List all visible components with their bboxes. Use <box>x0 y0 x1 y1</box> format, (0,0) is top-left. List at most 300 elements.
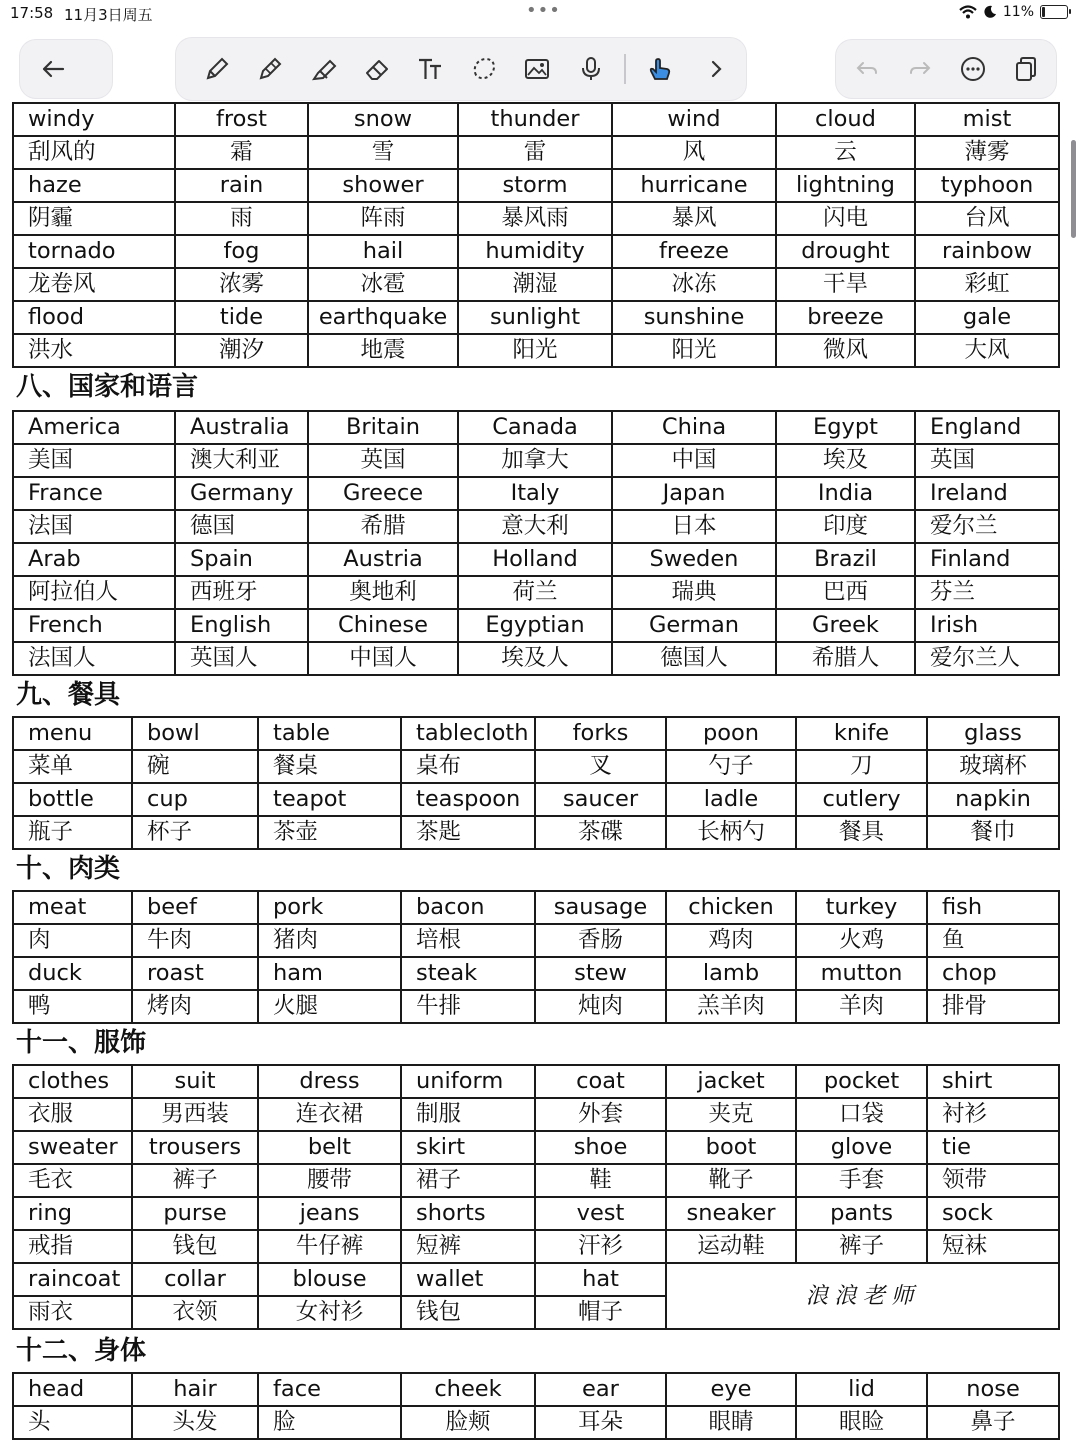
english-word-cell: windy <box>13 103 175 136</box>
english-word-cell: wind <box>612 103 776 136</box>
english-word-cell: English <box>175 609 308 642</box>
battery-icon <box>1040 5 1068 19</box>
english-word-cell: Brazil <box>776 543 915 576</box>
chinese-word-cell: 日本 <box>612 510 776 543</box>
english-word-cell: Austria <box>308 543 458 576</box>
chinese-word-cell: 衣服 <box>13 1098 132 1131</box>
english-word-cell: stew <box>535 957 666 990</box>
wifi-icon <box>959 5 977 19</box>
pencil-icon <box>203 55 231 83</box>
english-word-cell: meat <box>13 891 132 924</box>
chinese-word-cell: 汗衫 <box>535 1230 666 1263</box>
chinese-word-cell: 制服 <box>401 1098 535 1131</box>
moon-icon <box>983 5 997 19</box>
chinese-word-cell: 裤子 <box>796 1230 927 1263</box>
chinese-word-cell: 洪水 <box>13 334 175 367</box>
lasso-icon <box>470 55 498 83</box>
eraser-tool-button[interactable] <box>360 52 394 86</box>
chinese-word-cell: 埃及人 <box>458 642 612 675</box>
chinese-word-cell: 肉 <box>13 924 132 957</box>
chinese-word-cell: 牛仔裤 <box>258 1230 401 1263</box>
chinese-word-cell: 雪 <box>308 136 458 169</box>
chinese-word-cell: 澳大利亚 <box>175 444 308 477</box>
eraser-icon <box>363 55 391 83</box>
english-word-cell: sock <box>927 1197 1059 1230</box>
chinese-word-cell: 叉 <box>535 750 666 783</box>
chinese-word-cell: 浓雾 <box>175 268 308 301</box>
chinese-word-cell: 中国 <box>612 444 776 477</box>
chinese-word-cell: 眼睑 <box>796 1406 927 1439</box>
chinese-word-cell: 干旱 <box>776 268 915 301</box>
chinese-word-cell: 刮风的 <box>13 136 175 169</box>
chinese-word-cell: 外套 <box>535 1098 666 1131</box>
more-tools-button[interactable] <box>699 52 733 86</box>
status-date: 11月3日周五 <box>64 6 153 24</box>
chinese-word-cell: 鸡肉 <box>666 924 796 957</box>
chinese-word-cell: 玻璃杯 <box>927 750 1059 783</box>
english-word-cell: snow <box>308 103 458 136</box>
english-word-cell: coat <box>535 1065 666 1098</box>
english-word-cell: trousers <box>132 1131 258 1164</box>
chinese-word-cell: 茶壶 <box>258 816 401 849</box>
meat-vocab-table <box>12 890 1060 1024</box>
multitasking-dots-icon[interactable]: ••• <box>526 0 561 21</box>
back-arrow-icon <box>39 55 67 83</box>
undo-button[interactable] <box>850 52 884 86</box>
chinese-word-cell: 美国 <box>13 444 175 477</box>
english-word-cell: cheek <box>401 1373 535 1406</box>
english-word-cell: hail <box>308 235 458 268</box>
chinese-word-cell: 火鸡 <box>796 924 927 957</box>
english-word-cell: drought <box>776 235 915 268</box>
chinese-row <box>13 990 1059 1023</box>
english-word-cell: jeans <box>258 1197 401 1230</box>
english-word-cell: turkey <box>796 891 927 924</box>
toolbar-separator <box>624 54 626 84</box>
chinese-word-cell: 雨衣 <box>13 1296 132 1329</box>
pencil-tool-button[interactable] <box>200 52 234 86</box>
english-word-cell: lightning <box>776 169 915 202</box>
english-word-cell: head <box>13 1373 132 1406</box>
english-word-cell: shorts <box>401 1197 535 1230</box>
english-row <box>13 1263 1059 1296</box>
chinese-row <box>13 268 1059 301</box>
english-word-cell: Ireland <box>915 477 1059 510</box>
english-word-cell: teaspoon <box>401 783 535 816</box>
english-word-cell: skirt <box>401 1131 535 1164</box>
chinese-row <box>13 1098 1059 1131</box>
english-word-cell: fish <box>927 891 1059 924</box>
teacher-signature: 浪浪老师 <box>666 1263 1059 1329</box>
english-word-cell: glass <box>927 717 1059 750</box>
chinese-row <box>13 1164 1059 1197</box>
chinese-word-cell: 男西装 <box>132 1098 258 1131</box>
english-word-cell: German <box>612 609 776 642</box>
chinese-word-cell: 加拿大 <box>458 444 612 477</box>
english-word-cell: pants <box>796 1197 927 1230</box>
english-word-cell: hair <box>132 1373 258 1406</box>
english-word-cell: Egyptian <box>458 609 612 642</box>
english-word-cell: wallet <box>401 1263 535 1296</box>
countries-vocab-table <box>12 410 1060 676</box>
lasso-tool-button[interactable] <box>467 52 501 86</box>
english-row <box>13 235 1059 268</box>
chinese-word-cell: 冰冻 <box>612 268 776 301</box>
chinese-word-cell: 法国人 <box>13 642 175 675</box>
status-bar <box>0 0 1080 28</box>
chinese-word-cell: 脸颊 <box>401 1406 535 1439</box>
chinese-word-cell: 爱尔兰人 <box>915 642 1059 675</box>
english-word-cell: tablecloth <box>401 717 535 750</box>
chinese-word-cell: 餐巾 <box>927 816 1059 849</box>
section-title-tableware: 九、餐具 <box>16 680 121 710</box>
chinese-word-cell: 烤肉 <box>132 990 258 1023</box>
highlighter-icon <box>310 55 338 83</box>
english-word-cell: bowl <box>132 717 258 750</box>
english-row <box>13 717 1059 750</box>
section-title-clothing: 十一、服饰 <box>16 1028 147 1058</box>
english-word-cell: Spain <box>175 543 308 576</box>
chinese-word-cell: 意大利 <box>458 510 612 543</box>
chinese-word-cell: 头 <box>13 1406 132 1439</box>
english-word-cell: fog <box>175 235 308 268</box>
english-word-cell: purse <box>132 1197 258 1230</box>
highlighter-tool-button[interactable] <box>307 52 341 86</box>
chinese-word-cell: 刀 <box>796 750 927 783</box>
chinese-word-cell: 芬兰 <box>915 576 1059 609</box>
chinese-word-cell: 荷兰 <box>458 576 612 609</box>
pages-button[interactable] <box>1009 52 1043 86</box>
english-word-cell: ring <box>13 1197 132 1230</box>
chinese-word-cell: 德国 <box>175 510 308 543</box>
chinese-word-cell: 猪肉 <box>258 924 401 957</box>
chinese-row <box>13 444 1059 477</box>
english-word-cell: eye <box>666 1373 796 1406</box>
english-word-cell: collar <box>132 1263 258 1296</box>
english-row <box>13 1197 1059 1230</box>
english-word-cell: pocket <box>796 1065 927 1098</box>
english-row <box>13 103 1059 136</box>
english-word-cell: flood <box>13 301 175 334</box>
english-word-cell: shirt <box>927 1065 1059 1098</box>
english-word-cell: belt <box>258 1131 401 1164</box>
chinese-word-cell: 帽子 <box>535 1296 666 1329</box>
english-row <box>13 301 1059 334</box>
chinese-word-cell: 英国 <box>915 444 1059 477</box>
chinese-word-cell: 头发 <box>132 1406 258 1439</box>
redo-button[interactable] <box>903 52 937 86</box>
chevron-right-icon <box>702 55 730 83</box>
chinese-word-cell: 彩虹 <box>915 268 1059 301</box>
english-word-cell: clothes <box>13 1065 132 1098</box>
chinese-word-cell: 餐桌 <box>258 750 401 783</box>
chinese-row <box>13 750 1059 783</box>
chinese-row <box>13 1406 1059 1439</box>
chinese-word-cell: 阵雨 <box>308 202 458 235</box>
english-word-cell: pork <box>258 891 401 924</box>
english-word-cell: Japan <box>612 477 776 510</box>
english-word-cell: French <box>13 609 175 642</box>
english-word-cell: rain <box>175 169 308 202</box>
english-word-cell: chicken <box>666 891 796 924</box>
english-row <box>13 957 1059 990</box>
english-word-cell: shoe <box>535 1131 666 1164</box>
chinese-word-cell: 大风 <box>915 334 1059 367</box>
chinese-word-cell: 短袜 <box>927 1230 1059 1263</box>
chinese-word-cell: 埃及 <box>776 444 915 477</box>
chinese-word-cell: 钱包 <box>401 1296 535 1329</box>
chinese-word-cell: 眼睛 <box>666 1406 796 1439</box>
chinese-word-cell: 鸭 <box>13 990 132 1023</box>
english-word-cell: ham <box>258 957 401 990</box>
status-right <box>959 4 1068 20</box>
english-word-cell: sunlight <box>458 301 612 334</box>
drawing-toolbar <box>176 38 746 100</box>
english-word-cell: bottle <box>13 783 132 816</box>
english-row <box>13 1065 1059 1098</box>
english-word-cell: frost <box>175 103 308 136</box>
chinese-word-cell: 薄雾 <box>915 136 1059 169</box>
english-word-cell: hurricane <box>612 169 776 202</box>
english-word-cell: sneaker <box>666 1197 796 1230</box>
chinese-word-cell: 运动鞋 <box>666 1230 796 1263</box>
english-word-cell: thunder <box>458 103 612 136</box>
chinese-word-cell: 衬衫 <box>927 1098 1059 1131</box>
back-button-container <box>20 40 112 98</box>
record-audio-button[interactable] <box>574 52 608 86</box>
image-icon <box>523 55 551 83</box>
chinese-word-cell: 衣领 <box>132 1296 258 1329</box>
english-word-cell: Greek <box>776 609 915 642</box>
chinese-word-cell: 中国人 <box>308 642 458 675</box>
chinese-word-cell: 台风 <box>915 202 1059 235</box>
english-word-cell: beef <box>132 891 258 924</box>
english-word-cell: raincoat <box>13 1263 132 1296</box>
chinese-word-cell: 培根 <box>401 924 535 957</box>
english-word-cell: Italy <box>458 477 612 510</box>
chinese-word-cell: 德国人 <box>612 642 776 675</box>
english-word-cell: vest <box>535 1197 666 1230</box>
english-word-cell: bacon <box>401 891 535 924</box>
chinese-word-cell: 法国 <box>13 510 175 543</box>
hand-touch-icon <box>646 55 674 83</box>
more-options-button[interactable] <box>956 52 990 86</box>
chinese-word-cell: 希腊 <box>308 510 458 543</box>
english-word-cell: haze <box>13 169 175 202</box>
pen-tool-button[interactable] <box>253 52 287 86</box>
english-row <box>13 783 1059 816</box>
chinese-word-cell: 龙卷风 <box>13 268 175 301</box>
chinese-word-cell: 雷 <box>458 136 612 169</box>
chinese-word-cell: 短裤 <box>401 1230 535 1263</box>
chinese-row <box>13 334 1059 367</box>
english-word-cell: face <box>258 1373 401 1406</box>
chinese-word-cell: 耳朵 <box>535 1406 666 1439</box>
english-word-cell: rainbow <box>915 235 1059 268</box>
clothing-vocab-table <box>12 1064 1060 1330</box>
english-word-cell: breeze <box>776 301 915 334</box>
english-row <box>13 169 1059 202</box>
english-word-cell: sunshine <box>612 301 776 334</box>
english-word-cell: shower <box>308 169 458 202</box>
english-word-cell: ear <box>535 1373 666 1406</box>
chinese-row <box>13 576 1059 609</box>
chinese-word-cell: 戒指 <box>13 1230 132 1263</box>
chinese-word-cell: 风 <box>612 136 776 169</box>
chinese-word-cell: 云 <box>776 136 915 169</box>
english-row <box>13 543 1059 576</box>
chinese-word-cell: 勺子 <box>666 750 796 783</box>
english-word-cell: hat <box>535 1263 666 1296</box>
redo-icon <box>906 55 934 83</box>
english-word-cell: gale <box>915 301 1059 334</box>
english-word-cell: Holland <box>458 543 612 576</box>
chinese-row <box>13 510 1059 543</box>
english-word-cell: sausage <box>535 891 666 924</box>
chinese-word-cell: 女衬衫 <box>258 1296 401 1329</box>
chinese-word-cell: 印度 <box>776 510 915 543</box>
english-word-cell: cloud <box>776 103 915 136</box>
section-title-body: 十二、身体 <box>16 1336 147 1366</box>
chinese-word-cell: 夹克 <box>666 1098 796 1131</box>
chinese-word-cell: 杯子 <box>132 816 258 849</box>
english-word-cell: America <box>13 411 175 444</box>
chinese-row <box>13 202 1059 235</box>
english-word-cell: roast <box>132 957 258 990</box>
chinese-word-cell: 桌布 <box>401 750 535 783</box>
chinese-word-cell: 暴风雨 <box>458 202 612 235</box>
english-word-cell: cutlery <box>796 783 927 816</box>
english-word-cell: Arab <box>13 543 175 576</box>
english-word-cell: duck <box>13 957 132 990</box>
chinese-word-cell: 阳光 <box>458 334 612 367</box>
english-word-cell: humidity <box>458 235 612 268</box>
english-row <box>13 411 1059 444</box>
touch-mode-button[interactable] <box>643 52 677 86</box>
chinese-word-cell: 脸 <box>258 1406 401 1439</box>
chinese-row <box>13 816 1059 849</box>
english-word-cell: tie <box>927 1131 1059 1164</box>
chinese-word-cell: 茶碟 <box>535 816 666 849</box>
english-word-cell: forks <box>535 717 666 750</box>
tableware-vocab-table <box>12 716 1060 850</box>
chinese-word-cell: 牛排 <box>401 990 535 1023</box>
chinese-word-cell: 英国人 <box>175 642 308 675</box>
undo-icon <box>853 55 881 83</box>
english-word-cell: steak <box>401 957 535 990</box>
chinese-word-cell: 阴霾 <box>13 202 175 235</box>
text-tool-icon <box>416 55 444 83</box>
english-word-cell: typhoon <box>915 169 1059 202</box>
english-word-cell: Australia <box>175 411 308 444</box>
chinese-word-cell: 鼻子 <box>927 1406 1059 1439</box>
chinese-word-cell: 阳光 <box>612 334 776 367</box>
english-word-cell: suit <box>132 1065 258 1098</box>
chinese-word-cell: 冰雹 <box>308 268 458 301</box>
english-word-cell: freeze <box>612 235 776 268</box>
chinese-word-cell: 腰带 <box>258 1164 401 1197</box>
chinese-word-cell: 长柄勺 <box>666 816 796 849</box>
chinese-word-cell: 茶匙 <box>401 816 535 849</box>
english-word-cell: Egypt <box>776 411 915 444</box>
english-word-cell: tide <box>175 301 308 334</box>
image-tool-button[interactable] <box>520 52 554 86</box>
english-word-cell: saucer <box>535 783 666 816</box>
english-word-cell: storm <box>458 169 612 202</box>
english-word-cell: mist <box>915 103 1059 136</box>
english-word-cell: jacket <box>666 1065 796 1098</box>
chinese-word-cell: 爱尔兰 <box>915 510 1059 543</box>
pen-icon <box>256 55 284 83</box>
body-vocab-table <box>12 1372 1060 1440</box>
english-word-cell: Sweden <box>612 543 776 576</box>
chinese-row <box>13 1230 1059 1263</box>
english-word-cell: napkin <box>927 783 1059 816</box>
english-word-cell: Canada <box>458 411 612 444</box>
english-word-cell: earthquake <box>308 301 458 334</box>
english-word-cell: lamb <box>666 957 796 990</box>
english-word-cell: France <box>13 477 175 510</box>
english-word-cell: menu <box>13 717 132 750</box>
chinese-word-cell: 潮汐 <box>175 334 308 367</box>
chinese-word-cell: 炖肉 <box>535 990 666 1023</box>
english-word-cell: Irish <box>915 609 1059 642</box>
english-word-cell: Chinese <box>308 609 458 642</box>
chinese-word-cell: 羊肉 <box>796 990 927 1023</box>
chinese-word-cell: 火腿 <box>258 990 401 1023</box>
chinese-word-cell: 靴子 <box>666 1164 796 1197</box>
text-tool-button[interactable] <box>413 52 447 86</box>
english-word-cell: India <box>776 477 915 510</box>
section-title-meat: 十、肉类 <box>16 854 121 884</box>
chinese-word-cell: 地震 <box>308 334 458 367</box>
actions-toolbar <box>836 40 1056 98</box>
chinese-word-cell: 餐具 <box>796 816 927 849</box>
chinese-word-cell: 潮湿 <box>458 268 612 301</box>
chinese-word-cell: 雨 <box>175 202 308 235</box>
english-row <box>13 609 1059 642</box>
chinese-word-cell: 牛肉 <box>132 924 258 957</box>
english-word-cell: Britain <box>308 411 458 444</box>
chinese-word-cell: 英国 <box>308 444 458 477</box>
english-word-cell: chop <box>927 957 1059 990</box>
status-time: 17:58 <box>10 4 54 22</box>
back-button[interactable] <box>36 52 70 86</box>
english-word-cell: tornado <box>13 235 175 268</box>
chinese-word-cell: 闪电 <box>776 202 915 235</box>
english-row <box>13 1373 1059 1406</box>
section-title-countries: 八、国家和语言 <box>16 372 199 402</box>
english-row <box>13 891 1059 924</box>
chinese-word-cell: 钱包 <box>132 1230 258 1263</box>
english-word-cell: ladle <box>666 783 796 816</box>
english-word-cell: Germany <box>175 477 308 510</box>
chinese-word-cell: 口袋 <box>796 1098 927 1131</box>
english-word-cell: lid <box>796 1373 927 1406</box>
english-word-cell: Finland <box>915 543 1059 576</box>
chinese-word-cell: 排骨 <box>927 990 1059 1023</box>
english-word-cell: mutton <box>796 957 927 990</box>
chinese-word-cell: 奥地利 <box>308 576 458 609</box>
weather-vocab-table <box>12 102 1060 368</box>
chinese-word-cell: 碗 <box>132 750 258 783</box>
chinese-word-cell: 香肠 <box>535 924 666 957</box>
chinese-word-cell: 菜单 <box>13 750 132 783</box>
scrollbar[interactable] <box>1071 140 1076 238</box>
english-word-cell: China <box>612 411 776 444</box>
microphone-icon <box>577 55 605 83</box>
chinese-word-cell: 暴风 <box>612 202 776 235</box>
